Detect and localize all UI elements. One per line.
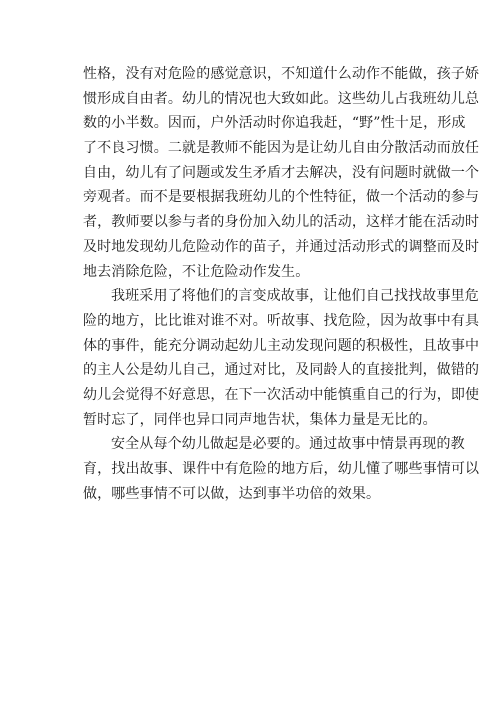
paragraph-first-line: 我班采用了将他们的言变成故事，让他们自己找找故事里危 <box>111 288 479 305</box>
text-line: 惯形成自由者。幼儿的情况也大致如此。这些幼儿占我班幼儿总 <box>83 90 480 107</box>
text-line: 险的地方，比比谁对谁不对。听故事、找危险，因为故事中有具 <box>83 312 480 329</box>
text-line: 及时地发现幼儿危险动作的苗子，并通过活动形式的调整而及时 <box>83 238 480 255</box>
text-line: 体的事件，能充分调动起幼儿主动发现问题的积极性，且故事中 <box>83 337 480 354</box>
text-line: 幼儿会觉得不好意思，在下一次活动中能慎重自己的行为，即使 <box>83 386 480 403</box>
text-line: 暂时忘了，同伴也异口同声地告状，集体力量是无比的。 <box>83 411 437 428</box>
text-line: 的主人公是幼儿自己，通过对比，及同龄人的直接批判，做错的 <box>83 362 480 379</box>
paragraph-first-line: 安全从每个幼儿做起是必要的。通过故事中情景再现的教 <box>111 436 465 453</box>
body-text <box>83 62 480 506</box>
text-line: 做，哪些事情不可以做，达到事半功倍的效果。 <box>83 485 381 502</box>
text-line: 者，教师要以参与者的身份加入幼儿的活动，这样才能在活动时 <box>83 214 480 231</box>
text-line: 地去消除危险，不让危险动作发生。 <box>83 263 310 280</box>
text-line: 性格，没有对危险的感觉意识，不知道什么动作不能做，孩子娇 <box>83 66 480 82</box>
text-line: 育，找出故事、课件中有危险的地方后，幼儿懂了哪些事情可以 <box>83 461 480 477</box>
text-line: 数的小半数。因而，户外活动时你追我赶，“野”性十足，形成 <box>83 115 466 132</box>
text-line: 自由，幼儿有了问题或发生矛盾才去解决，没有问题时就做一个 <box>83 164 480 181</box>
text-line: 了不良习惯。二就是教师不能因为是让幼儿自由分散活动而放任 <box>83 140 480 157</box>
text-line: 旁观者。而不是要根据我班幼儿的个性特征，做一个活动的参与 <box>83 189 480 206</box>
